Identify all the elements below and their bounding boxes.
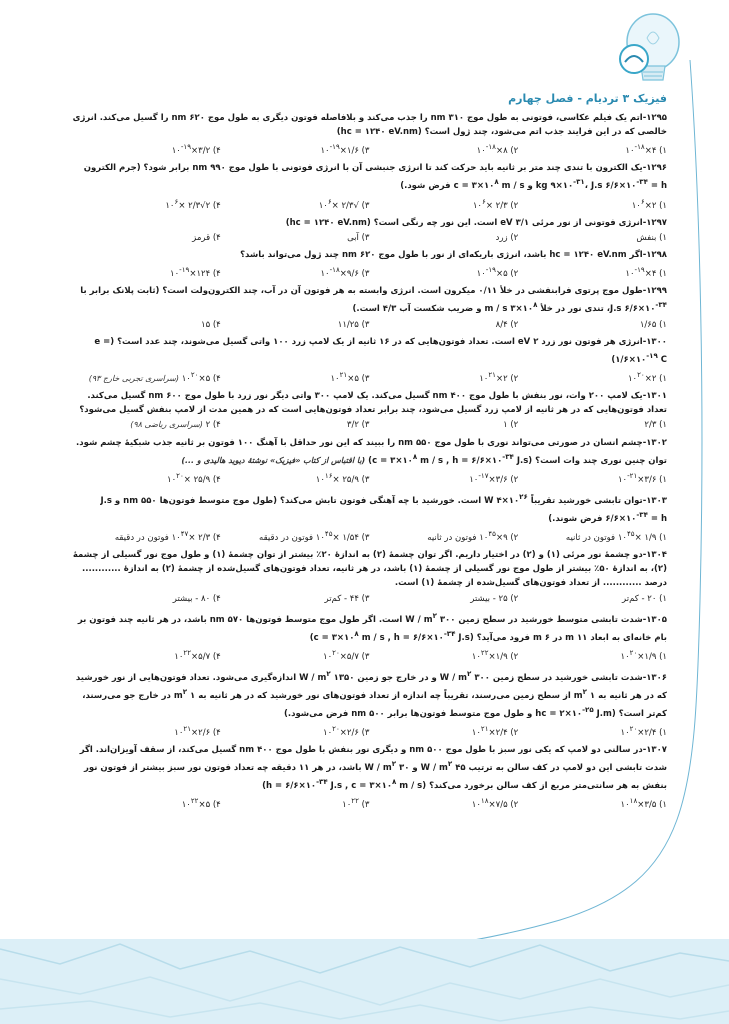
answer-option: ۴) قرمز (192, 232, 221, 243)
answer-options (72, 794, 667, 812)
answer-option: ۱) ۲۰ - کم‌تر (622, 593, 667, 604)
question-item (72, 335, 667, 367)
question-text: شدت تابشی خورشید در سطح زمین ۳۰۰ W / $m^۲$ و در خارج جو زمین ۱۳۵۰ W / $m^۲$ اندازه‌گیری می‌شود. تعداد فوتون‌هایی از نور خورشید که در هر ثانیه به ۱ $m^۲$ از سطح زمین می‌رسند، تقریباً چه اندازه از تعداد فوتون‌های نور خورشید که در هر ثانیه به ۱ $m^۲$ در خارج جو می‌رسند، کم‌تر است؟ ($hc = ۲\times ۱۰^{-۲۵}$ J.m و طول موج متوسط فوتون‌ها برابر ۵۰۰ nm فرض می‌شود.) (75, 668, 667, 719)
answer-option: ۱) $۲/۴\times ۱۰^{۲۰}$ (620, 724, 667, 738)
chapter-header: فیزیک ۳ تردیام - فصل چهارم (508, 92, 667, 105)
answer-option: ۲) $۸\times ۱۰^{-۱۸}$ (476, 142, 519, 157)
answer-option: ۴) ۲√۲/۳ $\times ۱۰^۶$ (165, 196, 221, 211)
question-text: شدت تابشی متوسط خورشید در سطح زمین ۳۰۰ W / $m^۲$ است. اگر طول موج متوسط فوتون‌ها ۵۷۰ nm باشد، در هر ثانیه چند فوتون بر بام خانه‌ای به ابعاد ۱۱ m در ۶ m فرود می‌آید؟ ($c = ۳\times ۱۰^۸$ m / s , $h = ۶/۶\times ۱۰^{-۳۴}$ J.s) (77, 610, 667, 643)
answer-option: ۱) $۳/۶\times ۱۰^{-۲۱}$ (617, 470, 667, 485)
answer-option: ۳) ۲۵/۹ $\times ۱۰^{۱۶}$ (315, 470, 370, 485)
answer-options (72, 722, 667, 740)
answer-option: ۳) ۴۴ - کم‌تر (324, 593, 370, 604)
question-list (72, 111, 667, 815)
answer-option: ۳) √۲/۳ $\times ۱۰^۶$ (318, 196, 370, 211)
question-text: چشم انسان در صورتی می‌تواند نوری با طول موج ۵۵۰ nm را ببیند که این نور حداقل با آهنگ ۱۰۰ فوتون بر ثانیه جذب شبکیهٔ چشم شود. توان چنین نوری چند وات است؟ ($c = ۳\times ۱۰^۸$ m / s , $h = ۶/۶\times ۱۰^{-۳۴}$ J.s) (با اقتباس از کتاب «فیزیک» نوشتهٔ دیوید هالیدی و ...) (76, 437, 667, 466)
answer-options (72, 195, 667, 213)
question-item (72, 609, 667, 645)
question-text: در سالنی دو لامپ که یکی نور سبز با طول موج ۵۰۰ nm و دیگری نور بنفش با طول موج ۴۰۰ nm گسیل می‌کند، از سقف آویزان‌اند. اگر شدت تابشی این دو لامپ در کف سالن به ترتیب ۴۵ W / $m^۲$ و ۳۰ W / $m^۲$ باشد، در هر ۱۱ دقیقه چه تعداد فوتون نور سبز بیشتر از فوتون نور بنفش به هر سانتی‌متر مربع از کف سالن برخورد می‌کند؟ ($h = ۶/۶\times ۱۰^{-۳۴}$ J.s , $c = ۳\times ۱۰^۸$ m / s) (79, 745, 667, 792)
answer-option: ۱) $۴\times ۱۰^{-۱۸}$ (625, 142, 667, 157)
answer-option: ۱) ۱/۹ $\times ۱۰^{۴۵}$ فوتون در ثانیه (565, 528, 667, 543)
question-number: ۱۳۰۷- (642, 745, 667, 756)
answer-options (72, 231, 667, 245)
answer-options (72, 592, 667, 606)
answer-option: ۲) $۹\times ۱۰^{۴۵}$ فوتون در ثانیه (427, 528, 519, 543)
answer-options (72, 469, 667, 487)
question-number: ۱۲۹۸- (642, 250, 667, 261)
answer-option: ۲) ۱ (503, 420, 519, 431)
answer-option: ۱) ۲/۳ (644, 420, 667, 431)
question-text: طول موج پرتوی فرابنفشی در خلأ ۰/۱۱ میکرون است. انرژی وابسته به هر فوتون آن در آب، چند الکترون‌ولت است؟ (ثابت پلانک برابر با J.s $۶/۶\times ۱۰^{-۳۴}،$ تندی نور در خلأ m / s $۳\times ۱۰^۸$ و ضریب شکست آب ۴/۳ است.) (80, 286, 667, 315)
answer-option: ۳) $۵\times ۱۰^{۲۱}$ (330, 370, 370, 384)
question-number: ۱۲۹۹- (642, 286, 667, 297)
question-text: دو چشمهٔ نور مرئی (۱) و (۲) در اختیار داریم. اگر توان چشمهٔ (۲) به اندازهٔ ۲۰٪ بیشتر از توان چشمهٔ (۱) و طول موج نور گسیلی از چشمهٔ (۲)، به اندازهٔ ۵۰٪ بیشتر از طول موج نور گسیلی از چشمهٔ (۱) باشد، در هر ثانیه، تعداد فوتون‌های گسیل‌شده از چشمهٔ (۲) به اندازهٔ ............ درصد ............ از تعداد فوتون‌های گسیل‌شده از چشمهٔ (۱) است. (72, 550, 667, 589)
answer-option: ۳) $۵/۷\times ۱۰^{۲۰}$ (323, 647, 370, 662)
question-number: ۱۳۰۱- (642, 391, 667, 402)
answer-option: ۲) $۳/۶\times ۱۰^{-۱۷}$ (469, 470, 519, 485)
question-number: ۱۳۰۶- (642, 672, 667, 683)
answer-options (72, 140, 667, 158)
question-text: اگر hc = ۱۲۴۰ eV.nm باشد، انرژی باریکه‌ای از نور با طول موج ۶۲۰ nm چند ژول می‌تواند باشد؟ (240, 250, 643, 261)
answer-option: ۴) ۲ (سراسری ریاضی ۹۸) (130, 420, 221, 431)
publisher-logo-icon (617, 42, 651, 76)
answer-option: ۴) ۲/۳ $\times ۱۰^{۴۷}$ فوتون در دقیقه (114, 528, 221, 543)
question-number: ۱۲۹۵- (642, 113, 667, 123)
answer-option: ۱) $۱/۹\times ۱۰^{۲۰}$ (620, 647, 667, 662)
ice-decoration (0, 939, 729, 1024)
question-number: ۱۳۰۰- (642, 336, 667, 347)
answer-option: ۱) $۳/۵\times ۱۰^{۱۸}$ (620, 796, 667, 811)
question-number: ۱۳۰۳- (642, 495, 667, 506)
answer-option: ۲) $۲\times ۱۰^{۲۱}$ (479, 370, 519, 384)
answer-option: ۳) $۹/۶\times ۱۰^{-۱۸}$ (320, 265, 370, 280)
question-number: ۱۳۰۴- (642, 550, 667, 561)
question-number: ۱۲۹۷- (642, 217, 667, 228)
answer-option: ۲) ۸/۴ (495, 319, 519, 330)
answer-option: ۲) $۷/۵\times ۱۰^{۱۸}$ (471, 796, 519, 811)
answer-option: ۴) $۵\times ۱۰^{۲۰}$ (سراسری تجربی خارج ۹۳) (88, 370, 221, 384)
question-text: توان تابشی خورشید تقریباً W $۴\times ۱۰^{۲۶}$ است. خورشید با چه آهنگی فوتون تابش می‌کند؟ (طول موج متوسط فوتون‌ها ۵۵۰ nm و J.s $۶/۶\times ۱۰^{-۳۴} = h$ فرض شوند.) (100, 491, 667, 524)
answer-options (72, 368, 667, 386)
question-item (72, 743, 667, 793)
question-item (72, 284, 667, 316)
question-item (72, 548, 667, 591)
question-text: اتم یک فیلم عکاسی، فوتونی به طول موج ۳۱۰ nm را جذب می‌کند و بلافاصله فوتون دیگری به طول موج ۶۲۰ nm را گسیل می‌کند. انرژی خالصی که در این فرایند جذب اتم می‌شود، چند ژول است؟ (hc = ۱۲۴۰ eV.nm) (72, 113, 667, 138)
answer-option: ۴) $۵/۷\times ۱۰^{۲۲}$ (174, 647, 221, 662)
answer-option: ۲) ۲/۳ $\times ۱۰^۶$ (472, 196, 519, 211)
answer-option: ۴) $۳/۲\times ۱۰^{-۱۹}$ (171, 142, 221, 157)
question-text: یک الکترون با تندی چند متر بر ثانیه باید حرکت کند تا انرژی جنبشی آن با انرژی فوتونی با طول موج ۹۹۰ nm برابر شود؟ (جرم الکترون kg $۹\times ۱۰^{-۳۱}،$ J.s $۶/۶\times ۱۰^{-۳۴} = h$ و $c = ۳\times ۱۰^۸$ m / s فرض شود.) (83, 163, 667, 192)
question-item (72, 111, 667, 139)
answer-option: ۳) ۱۱/۲۵ (337, 319, 370, 330)
answer-option: ۴) $۱۲۴\times ۱۰^{-۱۹}$ (170, 265, 221, 280)
question-item (72, 490, 667, 526)
answer-option: ۲) زرد (495, 232, 519, 243)
question-text: یک لامپ ۲۰۰ وات، نور بنفش با طول موج ۴۰۰ nm گسیل می‌کند. یک لامپ ۳۰۰ واتی دیگر نور زرد با طول موج ۶۰۰ nm گسیل می‌کند. تعداد فوتون‌هایی که در هر ثانیه از لامپ زرد گسیل می‌شود، چند برابر تعداد فوتون‌هایی است که در همین مدت از لامپ بنفش گسیل می‌شود؟ (79, 391, 667, 416)
answer-option: ۴) $۲/۶\times ۱۰^{۲۱}$ (174, 724, 221, 738)
answer-option: ۴) ۸۰ - بیشتر (172, 593, 221, 604)
answer-options (72, 646, 667, 664)
answer-option: ۴) $۵\times ۱۰^{۲۲}$ (181, 796, 221, 811)
answer-option: ۳) $۱۰^{۲۲}$ (342, 796, 370, 811)
answer-option: ۱) $۲\times ۱۰^۶$ (631, 196, 667, 211)
question-item (72, 436, 667, 468)
answer-option: ۱) $۴\times ۱۰^{-۱۹}$ (625, 265, 667, 280)
answer-option: ۲) ۲۵ - بیشتر (470, 593, 519, 604)
answer-options (72, 263, 667, 281)
answer-option: ۱) ۱/۶۵ (639, 319, 667, 330)
answer-option: ۴) ۲۵/۹ $\times ۱۰^{۲۰}$ (167, 470, 221, 485)
answer-option: ۲) $۱/۹\times ۱۰^{۲۲}$ (471, 647, 519, 662)
question-text: انرژی فوتونی از نور مرئی ۳/۱ eV است. این نور چه رنگی است؟ (hc = ۱۲۴۰ eV.nm) (285, 217, 643, 228)
answer-option: ۲) $۲/۴\times ۱۰^{۲۱}$ (471, 724, 519, 738)
answer-option: ۳) ۳/۲ (346, 420, 370, 431)
answer-option: ۳) $۱/۶\times ۱۰^{-۱۹}$ (320, 142, 370, 157)
answer-option: ۳) $۲/۶\times ۱۰^{۲۰}$ (323, 724, 370, 738)
answer-option: ۳) ۱/۵۴ $\times ۱۰^{۴۵}$ فوتون در دقیقه (259, 528, 370, 543)
question-item (72, 216, 667, 230)
question-item (72, 667, 667, 721)
answer-option: ۴) ۱۵ (201, 319, 221, 330)
question-text: انرژی هر فوتون نور زرد ۲ eV است. تعداد فوتون‌هایی که در ۱۶ ثانیه از یک لامپ زرد ۱۰۰ واتی گسیل می‌شوند، چند عدد است؟ ($e = ۱/۶\times ۱۰^{-۱۹}$ C) (94, 336, 667, 365)
answer-option: ۱) $۲\times ۱۰^{۲۰}$ (627, 370, 667, 384)
answer-option: ۳) آبی (347, 232, 370, 243)
answer-options (72, 527, 667, 545)
answer-options (72, 418, 667, 432)
question-item (72, 248, 667, 262)
question-number: ۱۲۹۶- (642, 163, 667, 174)
question-item (72, 161, 667, 193)
question-number: ۱۳۰۵- (642, 614, 667, 625)
answer-option: ۲) $۵\times ۱۰^{-۱۹}$ (476, 265, 519, 280)
question-number: ۱۳۰۲- (642, 437, 667, 448)
question-item (72, 389, 667, 417)
answer-options (72, 318, 667, 332)
answer-option: ۱) بنفش (636, 232, 667, 243)
